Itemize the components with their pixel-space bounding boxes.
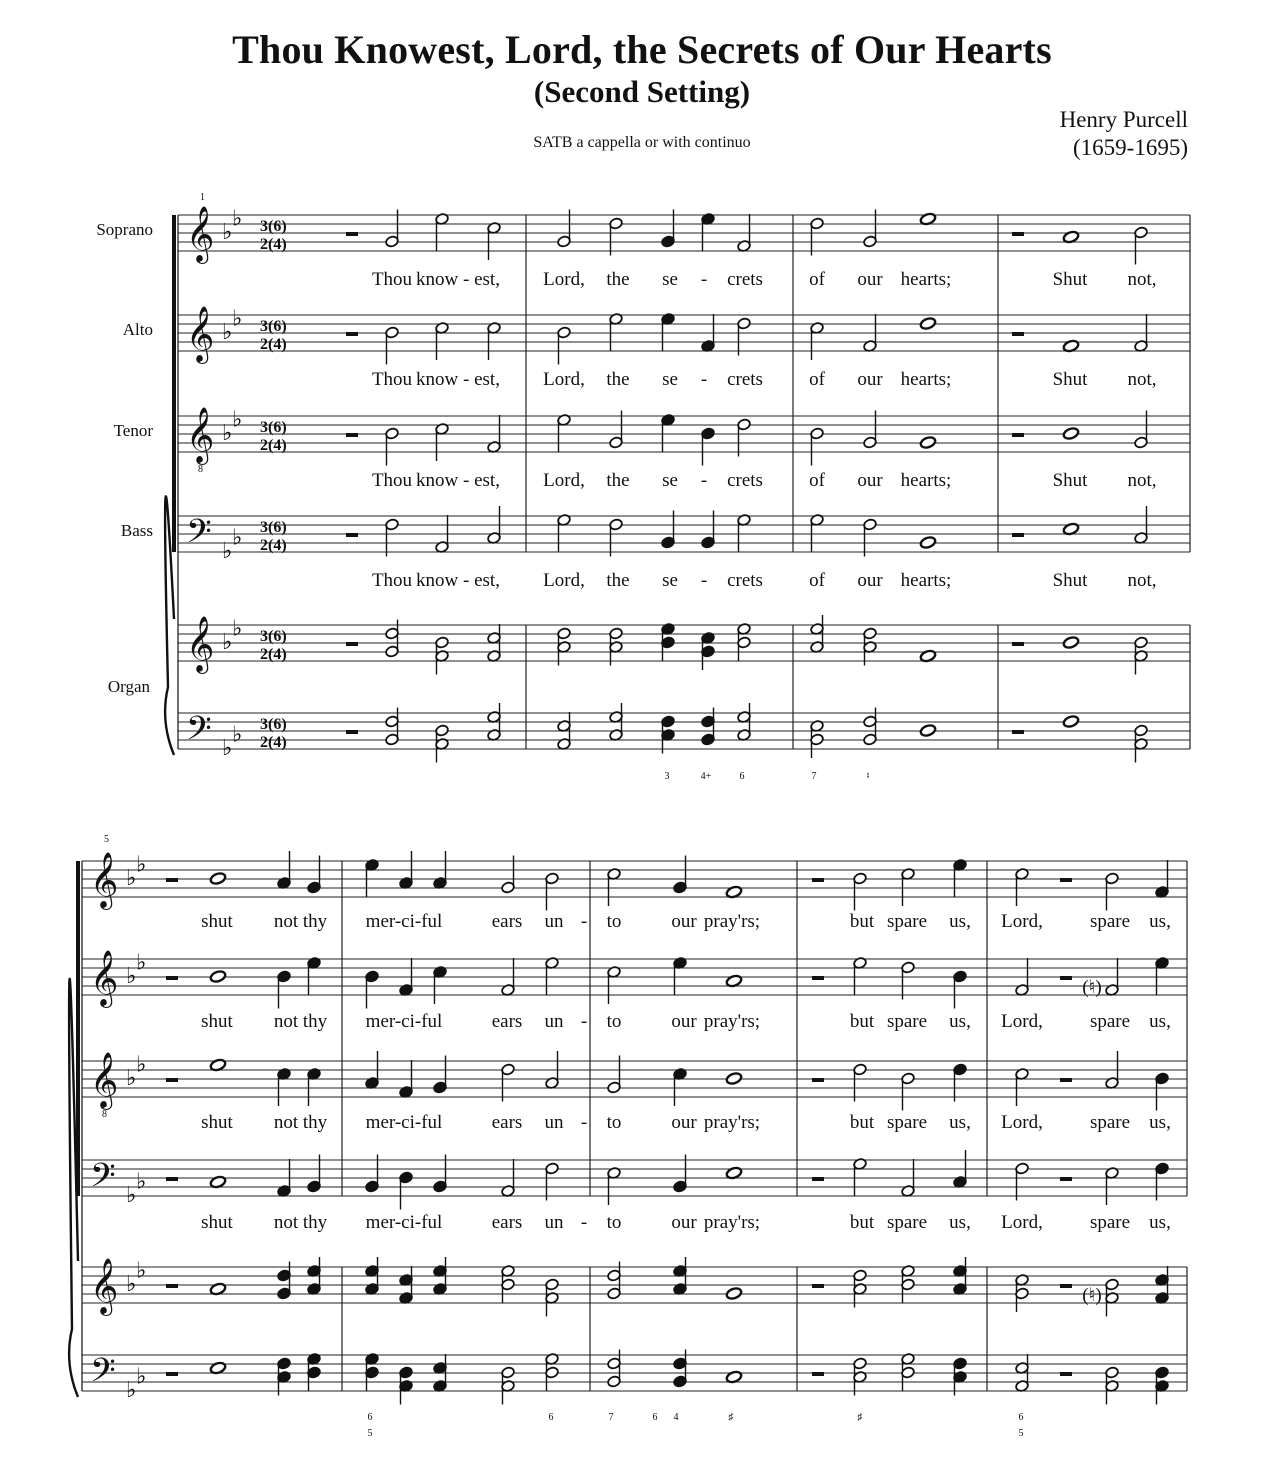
figured-bass: 6 xyxy=(739,771,745,782)
lyric-syllable: Lord, xyxy=(543,369,585,390)
figured-bass: 6 xyxy=(1018,1412,1024,1423)
lyric-syllable: - xyxy=(580,1212,588,1233)
figured-bass: 4 xyxy=(673,1412,679,1423)
lyric-syllable: our xyxy=(671,1112,697,1133)
lyric-syllable: Lord, xyxy=(543,470,585,491)
rest-icon xyxy=(812,1078,824,1082)
note-head xyxy=(919,436,936,450)
rest-icon xyxy=(346,433,358,437)
treble-clef-icon: 𝄞 xyxy=(90,852,119,908)
lyric-syllable: Thou xyxy=(371,470,413,491)
lyric-syllable: crets xyxy=(727,269,763,290)
lyric-syllable: shut xyxy=(201,1011,233,1032)
lyric-syllable: the xyxy=(606,570,630,591)
lyric-syllable: shut xyxy=(201,1112,233,1133)
figured-bass: 6 xyxy=(652,1412,658,1423)
flat-icon: ♭ xyxy=(222,421,233,446)
lyric-syllable: - xyxy=(580,911,588,932)
lyric-syllable: - xyxy=(700,470,708,491)
rest-icon xyxy=(346,642,358,646)
lyric-syllable: but xyxy=(849,911,875,932)
note-head xyxy=(1062,636,1079,650)
bass-clef-icon: 𝄢 xyxy=(90,1352,116,1398)
lyric-syllable: spare xyxy=(1089,1011,1131,1032)
time-signature-bottom: 2(4) xyxy=(260,646,287,663)
treble-clef-icon: 𝄞 xyxy=(90,1052,119,1108)
rest-icon xyxy=(1012,332,1024,336)
lyric-syllable: our xyxy=(857,369,883,390)
rest-icon xyxy=(1060,1284,1072,1288)
rest-icon xyxy=(1060,1372,1072,1376)
lyric-syllable: se xyxy=(662,470,678,491)
voice-label-alto: Alto xyxy=(122,320,153,339)
lyric-syllable: pray'rs; xyxy=(703,911,761,932)
rest-icon xyxy=(166,1284,178,1288)
time-signature-top: 3(6) xyxy=(260,218,287,235)
lyric-syllable: se xyxy=(662,369,678,390)
lyric-syllable: spare xyxy=(1089,1112,1131,1133)
lyric-syllable: Lord, xyxy=(1001,1112,1043,1133)
rest-icon xyxy=(812,1177,824,1181)
lyric-syllable: not, xyxy=(1127,269,1157,290)
lyric-syllable: know - est, xyxy=(416,470,500,491)
lyric-syllable: thy xyxy=(302,1212,328,1233)
figured-bass: 6 xyxy=(367,1412,373,1423)
lyric-syllable: - xyxy=(580,1112,588,1133)
lyric-syllable: but xyxy=(849,1212,875,1233)
lyric-syllable: mer-ci-ful xyxy=(365,911,443,932)
lyric-syllable: hearts; xyxy=(900,369,952,390)
lyric-syllable: of xyxy=(809,470,825,491)
note-head xyxy=(919,536,936,550)
lyric-syllable: - xyxy=(700,369,708,390)
flat-icon: ♭ xyxy=(136,1169,147,1195)
lyric-syllable: mer-ci-ful xyxy=(365,1112,443,1133)
lyric-syllable: spare xyxy=(886,1212,928,1233)
lyric-syllable: know - est, xyxy=(416,369,500,390)
flat-icon: ♭ xyxy=(136,852,147,878)
lyric-syllable: hearts; xyxy=(900,269,952,290)
lyric-syllable: our xyxy=(857,269,883,290)
voice-label-tenor: Tenor xyxy=(113,421,153,440)
treble-clef-icon: 𝄞 xyxy=(90,950,119,1006)
lyric-syllable: us, xyxy=(949,1112,971,1133)
note-head xyxy=(1062,715,1079,729)
lyric-syllable: Thou xyxy=(371,570,413,591)
lyric-syllable: our xyxy=(857,470,883,491)
lyric-syllable: spare xyxy=(1089,1212,1131,1233)
lyric-syllable: mer-ci-ful xyxy=(365,1212,443,1233)
lyric-syllable: ears xyxy=(491,911,523,932)
time-signature-top: 3(6) xyxy=(260,318,287,335)
voice-label-bass: Bass xyxy=(120,521,153,540)
flat-icon: ♭ xyxy=(222,630,233,655)
bass-clef-icon: 𝄢 xyxy=(186,710,212,756)
rest-icon xyxy=(1012,433,1024,437)
lyric-syllable: spare xyxy=(886,1011,928,1032)
lyric-syllable: not xyxy=(273,1112,299,1133)
rest-icon xyxy=(166,976,178,980)
time-signature-top: 3(6) xyxy=(260,628,287,645)
lyric-syllable: crets xyxy=(727,570,763,591)
voice-label-soprano: Soprano xyxy=(96,220,153,239)
flat-icon: ♭ xyxy=(222,736,233,761)
lyric-syllable: hearts; xyxy=(900,570,952,591)
lyric-syllable: shut xyxy=(201,1212,233,1233)
flat-icon: ♭ xyxy=(232,722,243,748)
lyric-syllable: but xyxy=(849,1011,875,1032)
figured-bass: 3 xyxy=(664,771,670,782)
lyric-syllable: Thou xyxy=(371,269,413,290)
lyric-syllable: Lord, xyxy=(1001,911,1043,932)
rest-icon xyxy=(346,232,358,236)
lyric-syllable: us, xyxy=(949,1011,971,1032)
treble-clef-icon: 𝄞 xyxy=(186,306,215,362)
lyric-syllable: un xyxy=(544,911,564,932)
flat-icon: ♭ xyxy=(136,1258,147,1284)
lyric-syllable: un xyxy=(544,1112,564,1133)
courtesy-natural: (♮) xyxy=(1082,977,1102,998)
flat-icon: ♭ xyxy=(232,407,243,433)
figured-bass: 6 xyxy=(548,1412,554,1423)
lyric-syllable: thy xyxy=(302,1011,328,1032)
rest-icon xyxy=(1012,232,1024,236)
rest-icon xyxy=(166,1372,178,1376)
lyric-syllable: ears xyxy=(491,1112,523,1133)
lyric-syllable: us, xyxy=(1149,1011,1171,1032)
rest-icon xyxy=(1012,533,1024,537)
lyric-syllable: us, xyxy=(949,1212,971,1233)
flat-icon: ♭ xyxy=(232,616,243,642)
figured-bass: 5 xyxy=(367,1428,373,1439)
time-signature-top: 3(6) xyxy=(260,419,287,436)
lyric-syllable: pray'rs; xyxy=(703,1112,761,1133)
composer-dates: (1659-1695) xyxy=(1073,135,1188,160)
lyric-syllable: thy xyxy=(302,911,328,932)
lyric-syllable: our xyxy=(671,1011,697,1032)
flat-icon: ♭ xyxy=(136,950,147,976)
lyric-syllable: spare xyxy=(1089,911,1131,932)
flat-icon: ♭ xyxy=(232,206,243,232)
note-head xyxy=(725,1287,742,1301)
lyric-syllable: our xyxy=(857,570,883,591)
rest-icon xyxy=(1060,1078,1072,1082)
note-head xyxy=(209,872,226,886)
rest-icon xyxy=(166,1078,178,1082)
lyric-syllable: spare xyxy=(886,1112,928,1133)
lyric-syllable: to xyxy=(606,1212,622,1233)
flat-icon: ♭ xyxy=(222,539,233,564)
time-signature-bottom: 2(4) xyxy=(260,236,287,253)
measure-number: 5 xyxy=(104,834,109,845)
lyric-syllable: the xyxy=(606,269,630,290)
note-head xyxy=(209,970,226,984)
rest-icon xyxy=(166,878,178,882)
rest-icon xyxy=(346,533,358,537)
lyric-syllable: shut xyxy=(201,911,233,932)
rest-icon xyxy=(812,878,824,882)
time-signature-bottom: 2(4) xyxy=(260,537,287,554)
flat-icon: ♭ xyxy=(126,964,137,989)
lyric-syllable: thy xyxy=(302,1112,328,1133)
lyric-syllable: - xyxy=(700,570,708,591)
flat-icon: ♭ xyxy=(126,1066,137,1091)
lyric-syllable: - xyxy=(700,269,708,290)
lyric-syllable: Lord, xyxy=(1001,1212,1043,1233)
rest-icon xyxy=(1012,730,1024,734)
flat-icon: ♭ xyxy=(222,320,233,345)
rest-icon xyxy=(812,1372,824,1376)
lyric-syllable: crets xyxy=(727,470,763,491)
lyric-syllable: pray'rs; xyxy=(703,1011,761,1032)
rest-icon xyxy=(346,730,358,734)
lyric-syllable: the xyxy=(606,369,630,390)
lyric-syllable: hearts; xyxy=(900,470,952,491)
rest-icon xyxy=(1012,642,1024,646)
lyric-syllable: us, xyxy=(949,911,971,932)
organ-label: Organ xyxy=(107,677,150,696)
flat-icon: ♭ xyxy=(232,306,243,332)
lyric-syllable: not, xyxy=(1127,570,1157,591)
lyric-syllable: of xyxy=(809,269,825,290)
note-head xyxy=(919,317,936,331)
lyric-syllable: spare xyxy=(886,911,928,932)
treble-clef-icon: 𝄞 xyxy=(186,206,215,262)
rest-icon xyxy=(166,1177,178,1181)
lyric-syllable: us, xyxy=(1149,1212,1171,1233)
flat-icon: ♭ xyxy=(222,220,233,245)
lyric-syllable: know - est, xyxy=(416,269,500,290)
flat-icon: ♭ xyxy=(126,866,137,891)
flat-icon: ♭ xyxy=(136,1052,147,1078)
measure-number: 1 xyxy=(200,192,205,203)
lyric-syllable: of xyxy=(809,570,825,591)
courtesy-natural: (♮) xyxy=(1082,1285,1102,1306)
bass-clef-icon: 𝄢 xyxy=(186,513,212,559)
lyric-syllable: Shut xyxy=(1052,269,1088,290)
lyric-syllable: - xyxy=(580,1011,588,1032)
lyric-syllable: Shut xyxy=(1052,470,1088,491)
lyric-syllable: know - est, xyxy=(416,570,500,591)
rest-icon xyxy=(1060,976,1072,980)
figured-bass: ♯ xyxy=(857,1412,863,1423)
flat-icon: ♭ xyxy=(232,525,243,551)
bass-clef-icon: 𝄢 xyxy=(90,1157,116,1203)
lyric-syllable: ears xyxy=(491,1212,523,1233)
flat-icon: ♭ xyxy=(126,1378,137,1403)
flat-icon: ♭ xyxy=(126,1272,137,1297)
lyric-syllable: Thou xyxy=(371,369,413,390)
octave-mark: 8 xyxy=(198,464,203,475)
figured-bass: 7 xyxy=(811,771,817,782)
lyric-syllable: of xyxy=(809,369,825,390)
flat-icon: ♭ xyxy=(126,1183,137,1208)
rest-icon xyxy=(346,332,358,336)
lyric-syllable: not xyxy=(273,911,299,932)
lyric-syllable: to xyxy=(606,1112,622,1133)
lyric-syllable: un xyxy=(544,1011,564,1032)
score-subtitle: (Second Setting) xyxy=(533,74,751,109)
lyric-syllable: Lord, xyxy=(543,269,585,290)
figured-bass: 7 xyxy=(608,1412,614,1423)
note-head xyxy=(919,724,936,738)
rest-icon xyxy=(812,976,824,980)
time-signature-top: 3(6) xyxy=(260,716,287,733)
treble-clef-icon: 𝄞 xyxy=(186,407,215,463)
lyric-syllable: our xyxy=(671,911,697,932)
figured-bass: 5 xyxy=(1018,1428,1024,1439)
treble-clef-icon: 𝄞 xyxy=(186,616,215,672)
lyric-syllable: to xyxy=(606,1011,622,1032)
composer-name: Henry Purcell xyxy=(1059,107,1188,132)
treble-clef-icon: 𝄞 xyxy=(90,1258,119,1314)
lyric-syllable: pray'rs; xyxy=(703,1212,761,1233)
score-title: Thou Knowest, Lord, the Secrets of Our Hearts xyxy=(232,27,1052,72)
lyric-syllable: not, xyxy=(1127,470,1157,491)
lyric-syllable: us, xyxy=(1149,1112,1171,1133)
figured-bass: 4+ xyxy=(700,771,712,782)
lyric-syllable: Lord, xyxy=(1001,1011,1043,1032)
rest-icon xyxy=(812,1284,824,1288)
rest-icon xyxy=(1060,1177,1072,1181)
lyric-syllable: not xyxy=(273,1011,299,1032)
flat-icon: ♭ xyxy=(136,1364,147,1390)
note-head xyxy=(1062,427,1079,441)
lyric-syllable: but xyxy=(849,1112,875,1133)
lyric-syllable: not, xyxy=(1127,369,1157,390)
lyric-syllable: crets xyxy=(727,369,763,390)
lyric-syllable: se xyxy=(662,269,678,290)
lyric-syllable: our xyxy=(671,1212,697,1233)
time-signature-bottom: 2(4) xyxy=(260,734,287,751)
scoring-note: SATB a cappella or with continuo xyxy=(533,134,751,151)
lyric-syllable: se xyxy=(662,570,678,591)
lyric-syllable: Shut xyxy=(1052,570,1088,591)
figured-bass: ♯ xyxy=(728,1412,734,1423)
rest-icon xyxy=(1060,878,1072,882)
lyric-syllable: mer-ci-ful xyxy=(365,1011,443,1032)
note-head xyxy=(725,1072,742,1086)
time-signature-bottom: 2(4) xyxy=(260,437,287,454)
lyric-syllable: ears xyxy=(491,1011,523,1032)
lyric-syllable: the xyxy=(606,470,630,491)
lyric-syllable: un xyxy=(544,1212,564,1233)
time-signature-bottom: 2(4) xyxy=(260,336,287,353)
figured-bass: ♮ xyxy=(866,771,870,782)
octave-mark: 8 xyxy=(102,1109,107,1120)
lyric-syllable: us, xyxy=(1149,911,1171,932)
lyric-syllable: not xyxy=(273,1212,299,1233)
time-signature-top: 3(6) xyxy=(260,519,287,536)
lyric-syllable: Lord, xyxy=(543,570,585,591)
lyric-syllable: Shut xyxy=(1052,369,1088,390)
lyric-syllable: to xyxy=(606,911,622,932)
